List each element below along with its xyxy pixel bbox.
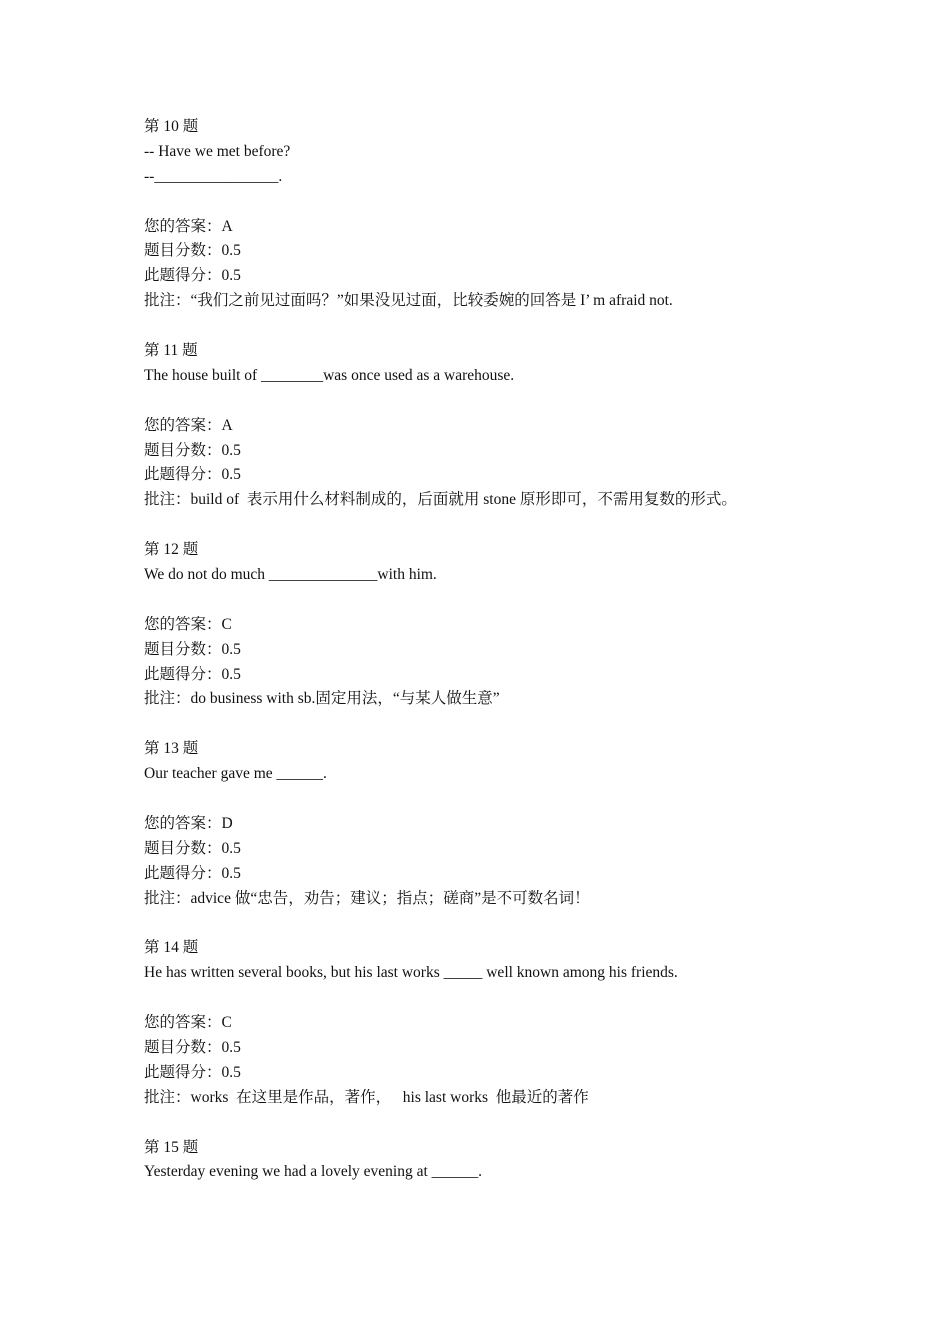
spacer (144, 588, 904, 613)
question-prompt: He has written several books, but his last works _____ well known among his friends. (144, 964, 678, 982)
earned-score: 此题得分：0.5 (144, 1063, 241, 1081)
spacer (144, 389, 904, 414)
question-score: 题目分数：0.5 (144, 1038, 241, 1056)
earned-score: 此题得分：0.5 (144, 864, 241, 882)
question-score: 题目分数：0.5 (144, 242, 241, 260)
question-13 (144, 737, 904, 936)
comment: 批注：do business with sb.固定用法，“与某人做生意” (144, 690, 500, 708)
question-prompt: The house built of ________was once used as a warehouse. (144, 366, 515, 384)
spacer (144, 787, 904, 812)
question-12 (144, 538, 904, 737)
spacer (144, 1111, 904, 1136)
question-prompt: We do not do much ______________with him. (144, 566, 437, 584)
earned-score: 此题得分：0.5 (144, 466, 241, 484)
question-prompt: Yesterday evening we had a lovely evening at ______. (144, 1163, 483, 1181)
question-score: 题目分数：0.5 (144, 839, 241, 857)
comment: 批注：“我们之前见过面吗？”如果没见过面，比较委婉的回答是 I’ m afraid not. (144, 292, 673, 310)
question-heading: 第 11 题 (144, 342, 198, 360)
question-heading: 第 15 题 (144, 1138, 199, 1156)
spacer (144, 912, 904, 937)
question-prompt: --________________. (144, 167, 283, 185)
your-answer: 您的答案：C (144, 1014, 232, 1032)
spacer (144, 712, 904, 737)
question-heading: 第 13 题 (144, 740, 199, 758)
question-score: 题目分数：0.5 (144, 441, 241, 459)
spacer (144, 986, 904, 1011)
question-heading: 第 14 题 (144, 939, 199, 957)
question-heading: 第 10 题 (144, 118, 199, 135)
spacer (144, 513, 904, 538)
comment: 批注：advice 做“忠告，劝告；建议；指点；磋商”是不可数名词！ (144, 889, 590, 907)
question-10 (144, 115, 904, 339)
your-answer: 您的答案：C (144, 615, 232, 633)
comment: 批注：works 在这里是作品，著作， his last works 他最近的著作 (144, 1088, 589, 1106)
question-15 (144, 1136, 904, 1186)
spacer (144, 314, 904, 339)
question-11 (144, 339, 904, 538)
comment: 批注：build of 表示用什么材料制成的，后面就用 stone 原形即可，不需用复数的形式。 (144, 491, 737, 509)
spacer (144, 190, 904, 215)
document-page (144, 115, 904, 1185)
question-heading: 第 12 题 (144, 541, 199, 559)
your-answer: 您的答案：A (144, 217, 233, 235)
your-answer: 您的答案：A (144, 416, 233, 434)
question-prompt: Our teacher gave me ______. (144, 765, 327, 783)
question-14 (144, 936, 904, 1135)
earned-score: 此题得分：0.5 (144, 267, 241, 285)
earned-score: 此题得分：0.5 (144, 665, 241, 683)
your-answer: 您的答案：D (144, 814, 233, 832)
question-prompt: -- Have we met before? (144, 142, 291, 160)
question-score: 题目分数：0.5 (144, 640, 241, 658)
